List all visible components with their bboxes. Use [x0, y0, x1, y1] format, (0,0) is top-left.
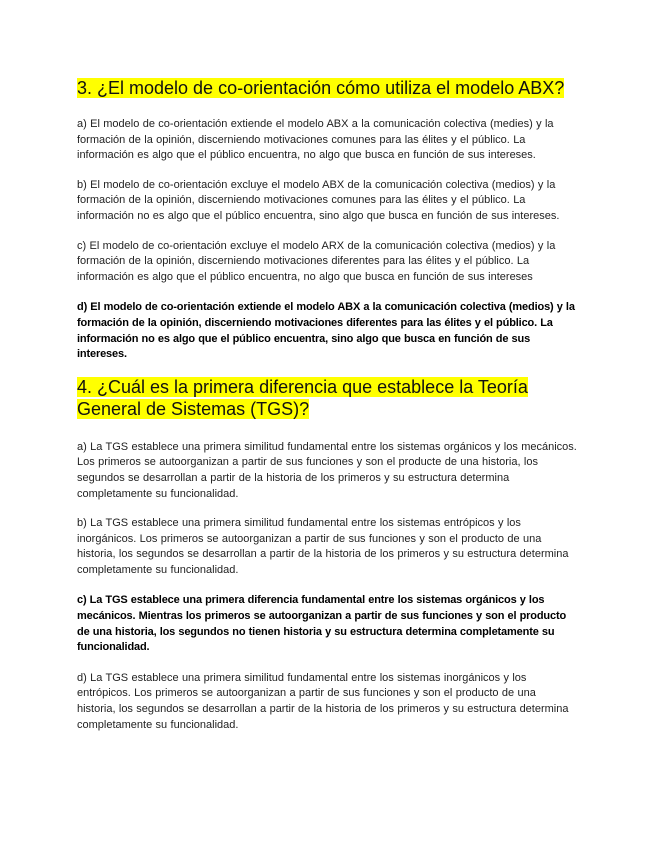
question-3-option-a: a) El modelo de co-orientación extiende el modelo ABX a la comunicación colectiva (medies) y la formación de la opinión, discerniendo motivaciones comunes para las élites y el público. La información es algo que el público encuentra, no algo que busca en función de sus intereses.: [77, 118, 554, 162]
question-4: [77, 376, 577, 734]
question-4-option-a: a) La TGS establece una primera similitud fundamental entre los sistemas orgánicos y los mecánicos. Los primeros se autoorganizan a partir de sus funciones y son el producte de una historia, los segundos se desarrollan a partir de la historia de los primeros y su estructura determina completamente su funcionalidad.: [77, 440, 577, 500]
question-4-option-b: b) La TGS establece una primera similitud fundamental entre los sistemas entrópicos y los inorgánicos. Los primeros se autoorganizan a partir de sus funciones y son el producto de una historia, los segundos se desarrollan a partir de la historia de los primeros y su estructura determina completamente su funcionalidad.: [77, 517, 569, 576]
question-3-option-c: c) El modelo de co-orientación excluye el modelo ARX de la comunicación colectiva (medios) y la formación de la opinión, discerniendo motivaciones diferentes para las élites y el público. La información es algo que el público encuentra, no algo que busca en función de sus intereses: [77, 239, 556, 283]
question-3-title-text: 3. ¿El modelo de co-orientación cómo utiliza el modelo ABX?: [77, 78, 565, 98]
question-3-option-d-correct: d) El modelo de co-orientación extiende el modelo ABX a la comunicación colectiva (medios) y la formación de la opinión, discerniendo motivaciones diferentes para las élites y el público. La información no es algo que el público encuentra, sino algo que busca en función de sus intereses.: [77, 301, 575, 361]
question-3-option-b: b) El modelo de co-orientación excluye el modelo ABX de la comunicación colectiva (medios) y la formación de la opinión, discerniendo motivaciones comunes para las élites y el público. La información no es algo que el público encuentra, sino algo que busca en función de sus intereses.: [77, 178, 560, 222]
question-4-option-c-correct: c) La TGS establece una primera diferencia fundamental entre los sistemas orgánicos y los mecánicos. Mientras los primeros se autoorganizan a partir de sus funciones y son el producto de una historia, los segundos no tienen historia y su estructura determina completamente su funcionalidad.: [77, 594, 567, 654]
question-4-option-d: d) La TGS establece una primera similitud fundamental entre los sistemas inorgánicos y los entrópicos. Los primeros se autoorganizan a partir de sus funciones y son el producto de una historia, los segundos se desarrollan a partir de la historia de los primeros y su estructura determina completamente su funcionalidad.: [77, 671, 569, 731]
question-4-title-text: 4. ¿Cuál es la primera diferencia que establece la Teoría General de Sistemas (TGS)?: [77, 376, 528, 419]
question-3: [77, 0, 577, 363]
question-3-title: [77, 0, 577, 99]
question-4-title: [77, 376, 577, 420]
